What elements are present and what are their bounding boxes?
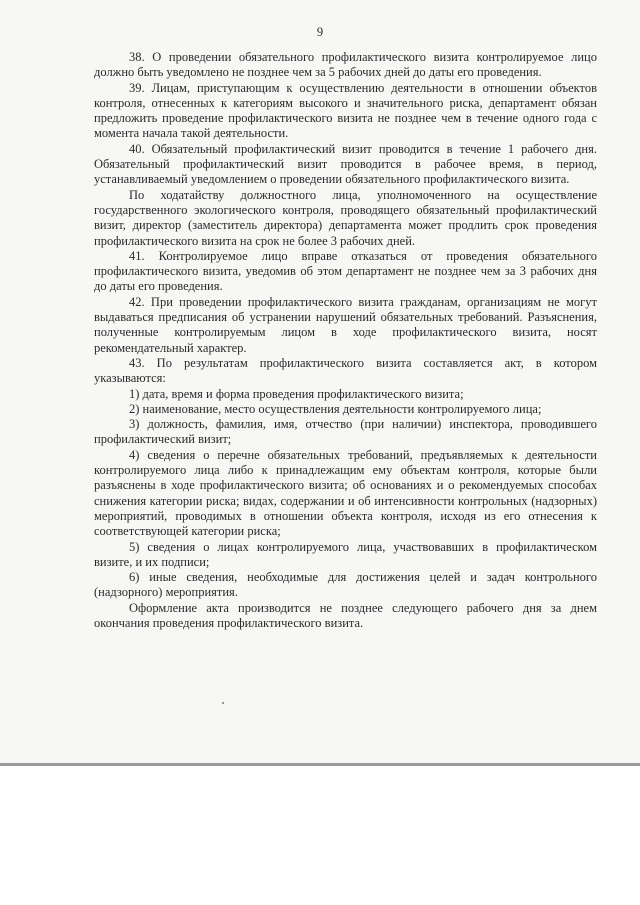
list-item-3: 3) должность, фамилия, имя, отчество (при наличии) инспектора, проводившего профилактический визит; [94, 417, 597, 447]
paragraph-42: 42. При проведении профилактического визита гражданам, организациям не могут выдаваться предписания об устранении нарушений обязательных требований. Разъяснения, полученные контролируемым лицом в ходе профилактического визита, носят рекомендательный характер. [94, 294, 597, 355]
list-item-6: 6) иные сведения, необходимые для достижения целей и задач контрольного (надзорного) мероприятия. [94, 570, 597, 600]
scan-speck [222, 702, 224, 704]
list-item-5: 5) сведения о лицах контролируемого лица, участвовавших в профилактическом визите, и их подписи; [94, 539, 597, 569]
page-number: 9 [316, 25, 324, 39]
closing-paragraph: Оформление акта производится не позднее следующего рабочего дня за днем окончания проведения профилактического визита. [94, 600, 597, 630]
paragraph-40-extension: По ходатайству должностного лица, уполномоченного на осуществление государственного экологического контроля, проводящего обязательный профилактический визит, директор (заместитель директора) департамента может продлить срок проведения профилактического визита на срок не более 3 рабочих дней. [94, 187, 597, 248]
list-item-1: 1) дата, время и форма проведения профилактического визита; [129, 386, 464, 401]
list-item-4: 4) сведения о перечне обязательных требований, предъявляемых к деятельности контролируемого лица либо к принадлежащим ему объектам контроля, которые были разъяснены в ходе профилактического визита; об основаниях и о рекомендуемых способах снижения категории риска; видах, содержании и об интенсивности контрольных (надзорных) мероприятий, проводимых в отношении объекта контроля, исходя из его отнесения к соответствующей категории риска; [94, 447, 597, 539]
paragraph-39: 39. Лицам, приступающим к осуществлению деятельности в отношении объектов контроля, отнесенных к категориям высокого и значительного риска, департамент обязан предложить проведение профилактического визита не позднее чем в течение одного года с момента начала такой деятельности. [94, 80, 597, 141]
list-item-2: 2) наименование, место осуществления деятельности контролируемого лица; [129, 401, 542, 416]
paragraph-43: 43. По результатам профилактического визита составляется акт, в котором указываются: [94, 355, 597, 386]
scan-bottom-edge [0, 763, 640, 766]
paragraph-40: 40. Обязательный профилактический визит проводится в течение 1 рабочего дня. Обязательный профилактический визит проводится в рабочее время, в период, устанавливаемый уведомлением о проведении обязательного профилактического визита. [94, 141, 597, 187]
document-body [94, 50, 597, 631]
paragraph-38: 38. О проведении обязательного профилактического визита контролируемое лицо должно быть уведомлено не позднее чем за 5 рабочих дней до даты его проведения. [94, 50, 597, 80]
paragraph-41: 41. Контролируемое лицо вправе отказаться от проведения обязательного профилактического визита, уведомив об этом департамент не позднее чем за 3 рабочих дня до даты его проведения. [94, 248, 597, 294]
